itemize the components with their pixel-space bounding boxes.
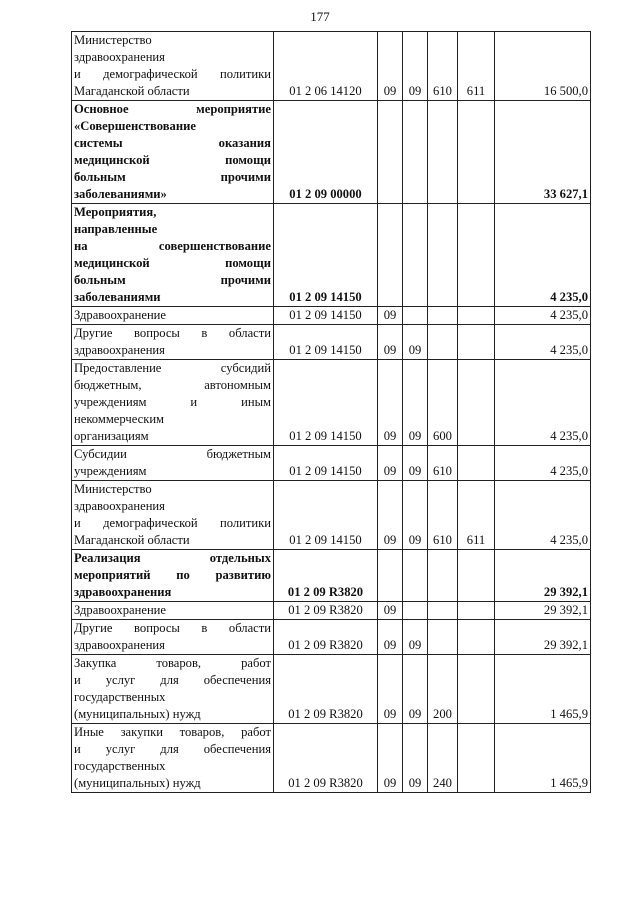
budget-code-cell: 01 2 09 14150 — [274, 307, 378, 325]
item-name-line: учреждениям и иным — [74, 395, 271, 409]
section-cell: 09 — [378, 655, 403, 724]
item-name-line: заболеваниями» — [74, 187, 167, 201]
budget-code-cell: 01 2 09 R3820 — [274, 655, 378, 724]
expense-subtype-cell — [458, 620, 495, 655]
item-name-line: и услуг для обеспечения — [74, 742, 271, 756]
item-name-line: заболеваниями — [74, 290, 161, 304]
subsection-cell: 09 — [403, 724, 428, 793]
item-name-line: Иные закупки товаров, работ — [74, 725, 271, 739]
item-name-cell — [72, 724, 274, 793]
item-name-cell — [72, 655, 274, 724]
expense-type-cell: 610 — [428, 446, 458, 481]
amount-cell: 4 235,0 — [495, 360, 591, 446]
expense-type-cell — [428, 204, 458, 307]
expense-type-cell — [428, 550, 458, 602]
section-cell: 09 — [378, 325, 403, 360]
item-name-line: Субсидии бюджетным — [74, 447, 271, 461]
expense-subtype-cell — [458, 550, 495, 602]
item-name-cell — [72, 307, 274, 325]
section-cell — [378, 204, 403, 307]
subsection-cell — [403, 550, 428, 602]
table-row — [72, 446, 591, 481]
item-name-cell — [72, 32, 274, 101]
expense-subtype-cell — [458, 446, 495, 481]
section-cell: 09 — [378, 307, 403, 325]
section-cell: 09 — [378, 620, 403, 655]
item-name-line: Министерство — [74, 33, 152, 47]
section-cell: 09 — [378, 481, 403, 550]
item-name-line: и демографической политики — [74, 516, 271, 530]
amount-cell: 1 465,9 — [495, 655, 591, 724]
page-number: 177 — [310, 9, 330, 24]
expense-type-cell — [428, 602, 458, 620]
item-name-line: Реализация отдельных — [74, 551, 271, 565]
subsection-cell — [403, 602, 428, 620]
table-row — [72, 481, 591, 550]
item-name-line: и услуг для обеспечения — [74, 673, 271, 687]
item-name-line: Магаданской области — [74, 533, 190, 547]
amount-cell: 4 235,0 — [495, 446, 591, 481]
section-cell — [378, 101, 403, 204]
section-cell: 09 — [378, 724, 403, 793]
expense-type-cell: 200 — [428, 655, 458, 724]
item-name-line: на совершенствование — [74, 239, 271, 253]
item-name-cell — [72, 360, 274, 446]
expense-subtype-cell — [458, 360, 495, 446]
amount-cell: 16 500,0 — [495, 32, 591, 101]
item-name-line: бюджетным, автономным — [74, 378, 271, 392]
table-row — [72, 620, 591, 655]
section-cell: 09 — [378, 32, 403, 101]
item-name-cell — [72, 101, 274, 204]
item-name-line: Мероприятия, — [74, 205, 157, 219]
item-name-cell — [72, 325, 274, 360]
expense-subtype-cell — [458, 101, 495, 204]
amount-cell: 4 235,0 — [495, 307, 591, 325]
table-row — [72, 655, 591, 724]
budget-code-cell: 01 2 09 R3820 — [274, 620, 378, 655]
item-name-line: государственных — [74, 690, 166, 704]
budget-code-cell: 01 2 09 14150 — [274, 325, 378, 360]
item-name-cell — [72, 204, 274, 307]
item-name-line: Основное мероприятие — [74, 102, 271, 116]
amount-cell: 33 627,1 — [495, 101, 591, 204]
budget-code-cell: 01 2 09 00000 — [274, 101, 378, 204]
item-name-line: государственных — [74, 759, 166, 773]
item-name-line: здравоохранения — [74, 585, 172, 599]
expense-type-cell — [428, 307, 458, 325]
expense-subtype-cell — [458, 602, 495, 620]
section-cell: 09 — [378, 446, 403, 481]
item-name-line: учреждениям — [74, 464, 147, 478]
subsection-cell: 09 — [403, 655, 428, 724]
subsection-cell: 09 — [403, 481, 428, 550]
item-name-cell — [72, 620, 274, 655]
expense-subtype-cell: 611 — [458, 481, 495, 550]
expense-subtype-cell — [458, 724, 495, 793]
expense-type-cell — [428, 101, 458, 204]
subsection-cell: 09 — [403, 360, 428, 446]
amount-cell: 29 392,1 — [495, 620, 591, 655]
budget-code-cell: 01 2 09 R3820 — [274, 550, 378, 602]
budget-code-cell: 01 2 09 R3820 — [274, 724, 378, 793]
amount-cell: 29 392,1 — [495, 550, 591, 602]
expense-subtype-cell: 611 — [458, 32, 495, 101]
item-name-cell — [72, 446, 274, 481]
table-row — [72, 602, 591, 620]
budget-code-cell: 01 2 06 14120 — [274, 32, 378, 101]
item-name-cell — [72, 550, 274, 602]
amount-cell: 4 235,0 — [495, 204, 591, 307]
subsection-cell — [403, 307, 428, 325]
subsection-cell: 09 — [403, 32, 428, 101]
item-name-line: здравоохранения — [74, 638, 165, 652]
expense-type-cell: 240 — [428, 724, 458, 793]
amount-cell: 4 235,0 — [495, 325, 591, 360]
table-row — [72, 307, 591, 325]
expense-subtype-cell — [458, 655, 495, 724]
item-name-line: направленные — [74, 222, 158, 236]
budget-code-cell: 01 2 09 14150 — [274, 360, 378, 446]
item-name-line: (муниципальных) нужд — [74, 776, 201, 790]
expense-subtype-cell — [458, 325, 495, 360]
item-name-line: Здравоохранение — [74, 308, 167, 322]
item-name-line: Закупка товаров, работ — [74, 656, 271, 670]
item-name-line: Магаданской области — [74, 84, 190, 98]
item-name-line: Другие вопросы в области — [74, 326, 271, 340]
item-name-line: некоммерческим — [74, 412, 165, 426]
item-name-line: Предоставление субсидий — [74, 361, 271, 375]
section-cell: 09 — [378, 602, 403, 620]
table-row — [72, 204, 591, 307]
expense-type-cell: 610 — [428, 481, 458, 550]
budget-code-cell: 01 2 09 14150 — [274, 204, 378, 307]
amount-cell: 4 235,0 — [495, 481, 591, 550]
item-name-line: больным прочими — [74, 170, 271, 184]
item-name-line: здравоохранения — [74, 499, 165, 513]
item-name-line: Другие вопросы в области — [74, 621, 271, 635]
item-name-cell — [72, 481, 274, 550]
table-row — [72, 101, 591, 204]
item-name-cell — [72, 602, 274, 620]
item-name-line: и демографической политики — [74, 67, 271, 81]
table-row — [72, 325, 591, 360]
subsection-cell: 09 — [403, 620, 428, 655]
budget-table — [71, 31, 591, 793]
item-name-line: медицинской помощи — [74, 256, 271, 270]
subsection-cell — [403, 204, 428, 307]
expense-type-cell — [428, 620, 458, 655]
item-name-line: Министерство — [74, 482, 152, 496]
expense-subtype-cell — [458, 307, 495, 325]
budget-code-cell: 01 2 09 14150 — [274, 481, 378, 550]
table-row — [72, 550, 591, 602]
item-name-line: (муниципальных) нужд — [74, 707, 201, 721]
expense-type-cell — [428, 325, 458, 360]
table-row — [72, 724, 591, 793]
item-name-line: системы оказания — [74, 136, 271, 150]
item-name-line: здравоохранения — [74, 343, 165, 357]
expense-type-cell: 610 — [428, 32, 458, 101]
amount-cell: 29 392,1 — [495, 602, 591, 620]
item-name-line: медицинской помощи — [74, 153, 271, 167]
item-name-line: «Совершенствование — [74, 119, 196, 133]
expense-subtype-cell — [458, 204, 495, 307]
table-body — [72, 32, 591, 793]
expense-type-cell: 600 — [428, 360, 458, 446]
section-cell: 09 — [378, 360, 403, 446]
subsection-cell: 09 — [403, 325, 428, 360]
budget-code-cell: 01 2 09 R3820 — [274, 602, 378, 620]
item-name-line: Здравоохранение — [74, 603, 167, 617]
table-row — [72, 360, 591, 446]
section-cell — [378, 550, 403, 602]
subsection-cell: 09 — [403, 446, 428, 481]
amount-cell: 1 465,9 — [495, 724, 591, 793]
item-name-line: мероприятий по развитию — [74, 568, 271, 582]
item-name-line: больным прочими — [74, 273, 271, 287]
item-name-line: здравоохранения — [74, 50, 165, 64]
table-row — [72, 32, 591, 101]
budget-code-cell: 01 2 09 14150 — [274, 446, 378, 481]
subsection-cell — [403, 101, 428, 204]
item-name-line: организациям — [74, 429, 149, 443]
